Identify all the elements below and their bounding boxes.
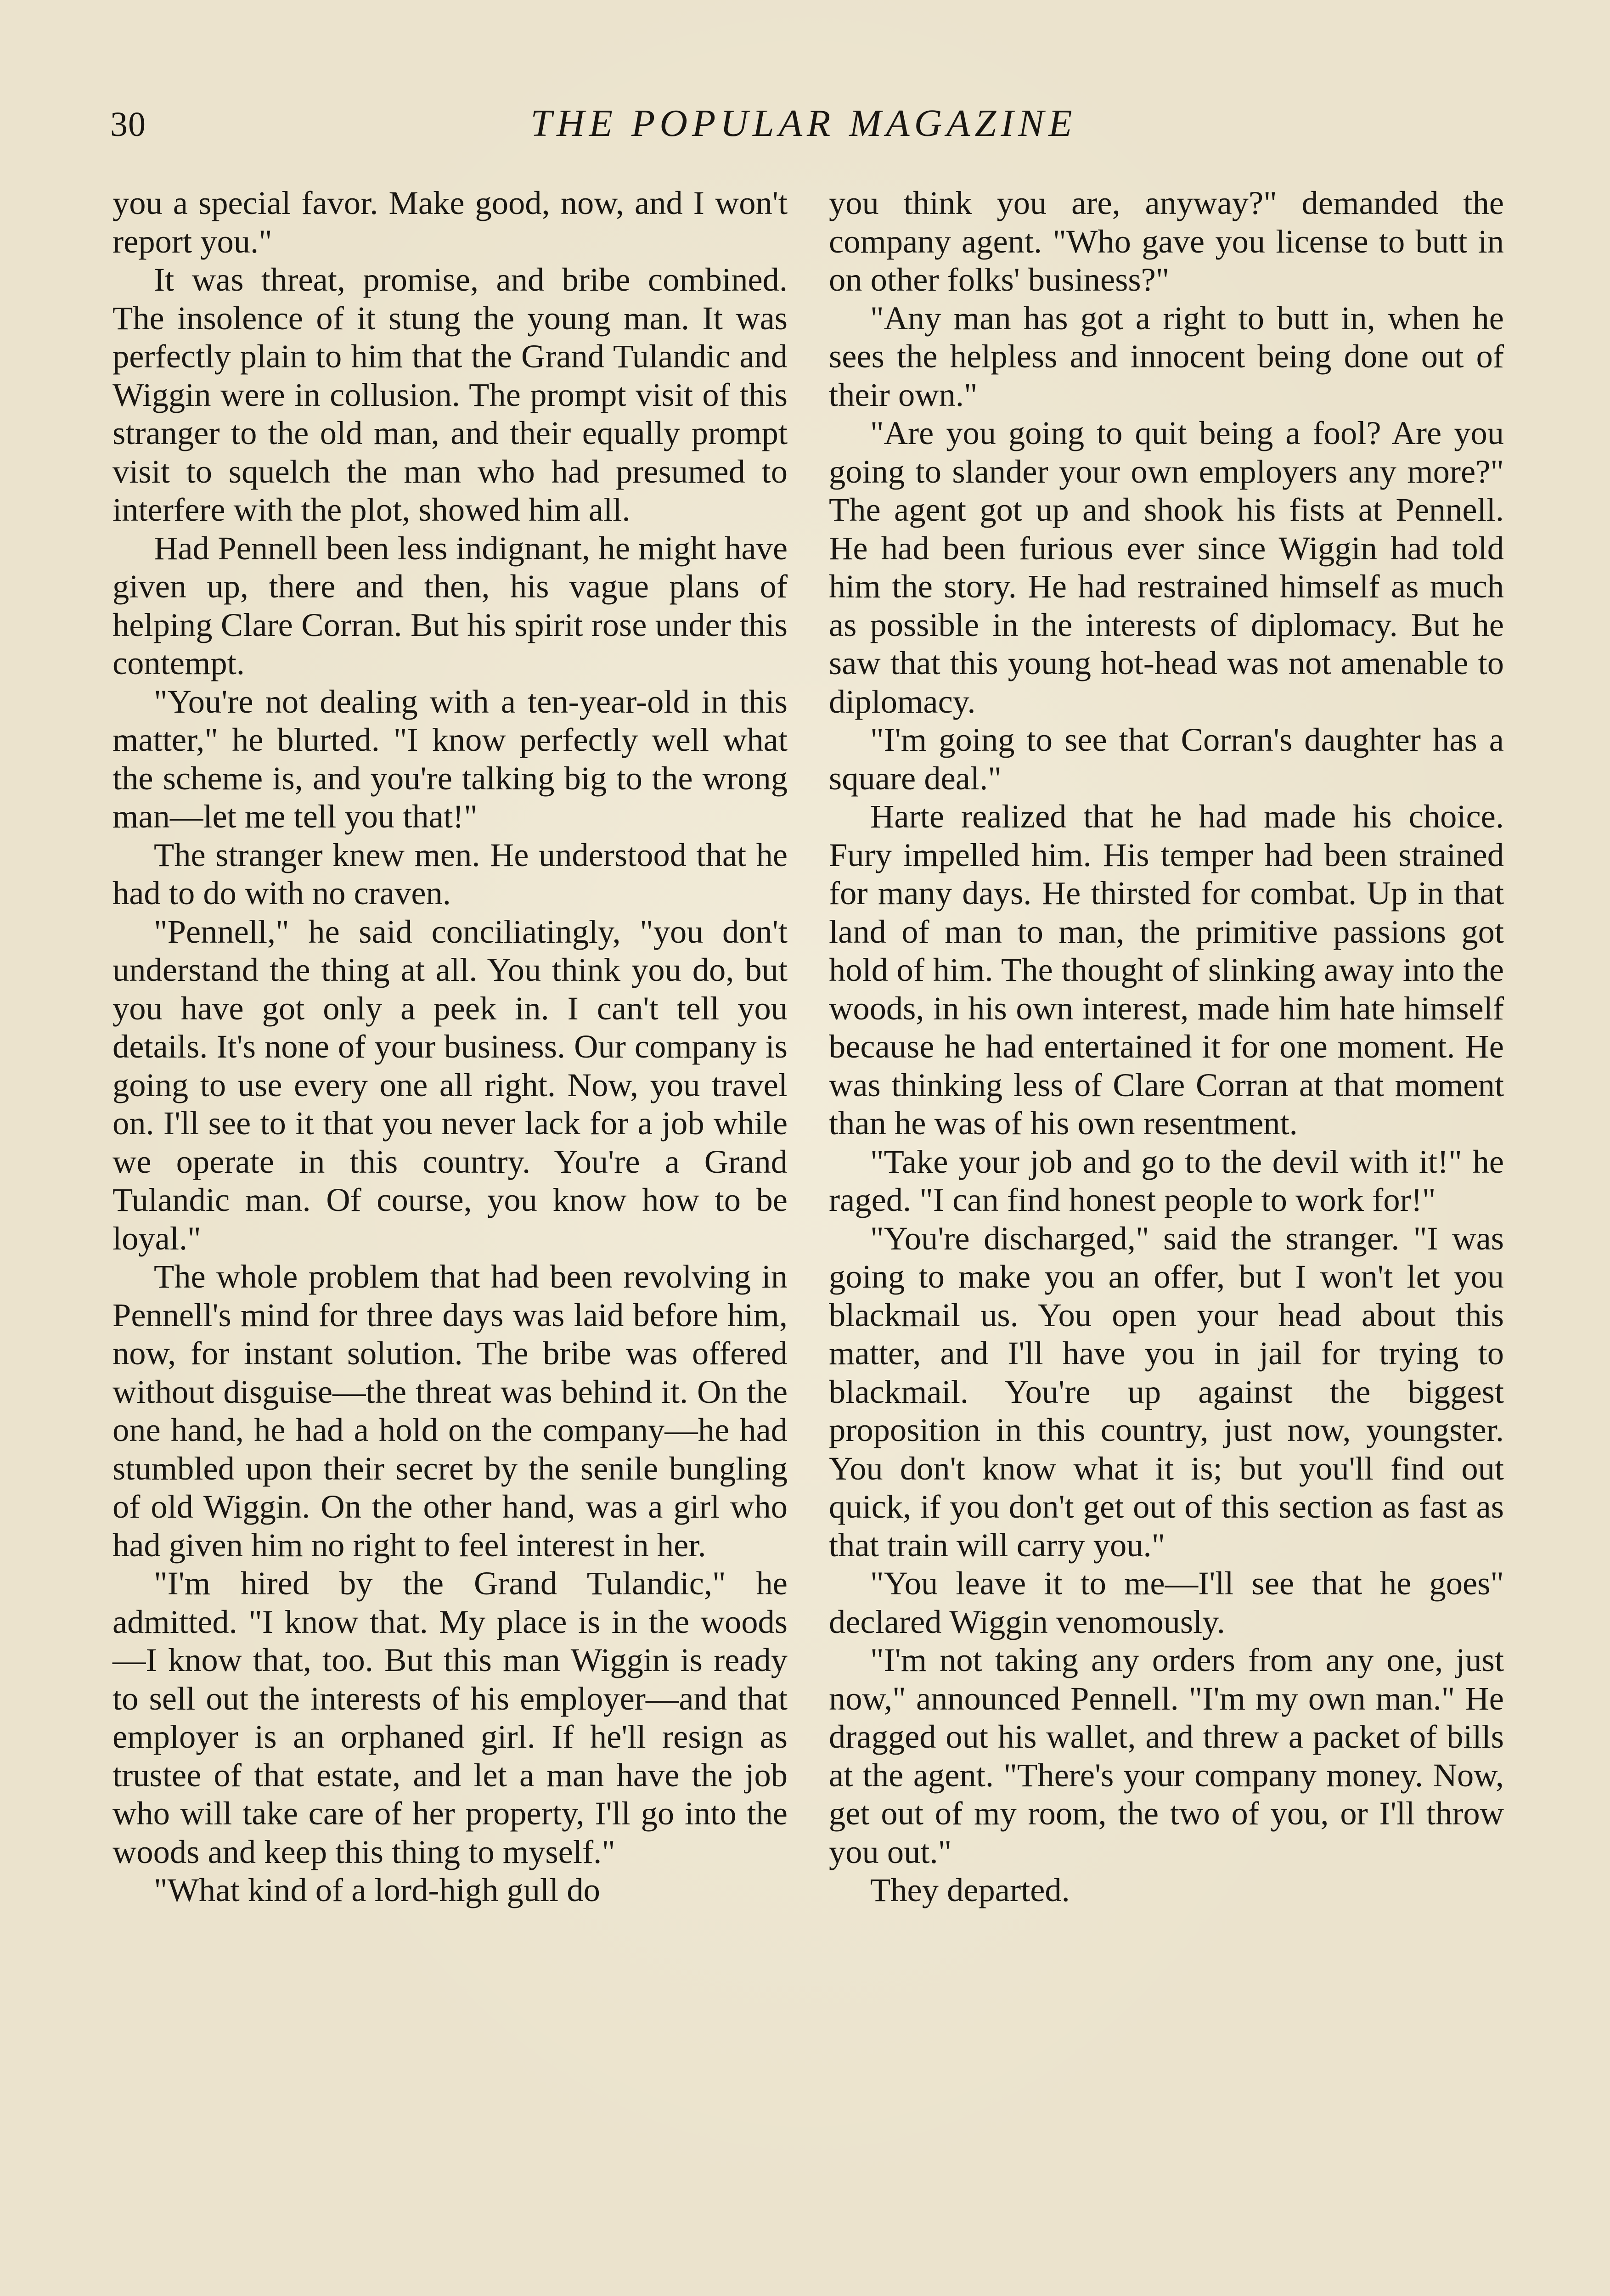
page-header — [110, 96, 1497, 161]
paragraph: "What kind of a lord-high gull do — [154, 1871, 600, 1908]
paragraph: "Are you going to quit being a fool? Are you going to slander your own employers any more?" The agent got up and shook his fists at Pennell. He had been furious ever since Wiggin had told him the story. He had restrained himself as much as possible in the interests of diplomacy. But he saw that this young hot-head was not amenable to diplomacy. — [829, 414, 1504, 720]
paragraph: "Any man has got a right to butt in, when he sees the helpless and innocent being done out of their own." — [829, 299, 1504, 413]
paragraph: "You're discharged," said the stranger. "I was going to make you an offer, but I won't let you blackmail us. You open your head about this matter, and I'll have you in jail for trying to blackmail. You're up against the biggest proposition in this country, just now, youngster. You don't know what it is; but you'll find out quick, if you don't get out of this section as fast as that train will carry you." — [829, 1219, 1504, 1564]
paragraph: The whole problem that had been revolving in Pennell's mind for three days was laid before him, now, for instant solution. The bribe was offered without disguise—the threat was behind it. On the one hand, he had a hold on the company—he had stumbled upon their secret by the senile bungling of old Wiggin. On the other hand, was a girl who had given him no right to feel interest in her. — [113, 1258, 788, 1564]
paragraph: The stranger knew men. He understood that he had to do with no craven. — [113, 836, 788, 912]
paragraph: Had Pennell been less indignant, he might have given up, there and then, his vague plans of helping Clare Corran. But his spirit rose under this contempt. — [113, 529, 788, 681]
running-head: THE POPULAR MAGAZINE — [530, 102, 1077, 145]
right-text-column — [829, 184, 1504, 1909]
paragraph: "You're not dealing with a ten-year-old in this matter," he blurted. "I know perfectly well what the scheme is, and you're talking big to the wrong man—let me tell you that!" — [113, 682, 788, 835]
paragraph: "I'm hired by the Grand Tulandic," he admitted. "I know that. My place is in the woods—I know that, too. But this man Wiggin is ready to sell out the interests of his employer—and that employer is an orphaned girl. If he'll resign as trustee of that estate, and let a man have the job who will take care of her property, I'll go into the woods and keep this thing to myself." — [113, 1564, 788, 1870]
left-text-column — [113, 184, 788, 1909]
paragraph: "Pennell," he said conciliatingly, "you don't understand the thing at all. You think you do, but you have got only a peek in. I can't tell you details. It's none of your business. Our company is going to use every one all right. Now, you travel on. I'll see to it that you never lack for a job while we operate in this country. You're a Grand Tulandic man. Of course, you know how to be loyal." — [113, 912, 788, 1257]
page-number: 30 — [110, 105, 146, 144]
paragraph: "I'm not taking any orders from any one, just now," announced Pennell. "I'm my own man." He dragged out his wallet, and threw a packet of bills at the agent. "There's your company money. Now, get out of my room, the two of you, or I'll throw you out." — [829, 1641, 1504, 1870]
paragraph: "Take your job and go to the devil with it!" he raged. "I can find honest people to work for!" — [829, 1142, 1504, 1218]
paragraph: "You leave it to me—I'll see that he goes" declared Wiggin venomously. — [829, 1564, 1504, 1640]
paragraph: Harte realized that he had made his choice. Fury impelled him. His temper had been strained for many days. He thirsted for combat. Up in that land of man to man, the primitive passions got hold of him. The thought of slinking away into the woods, in his own interest, made him hate himself because he had entertained it for one moment. He was thinking less of Clare Corran at that moment than he was of his own resentment. — [829, 798, 1504, 1142]
paragraph: "I'm going to see that Corran's daughter has a square deal." — [829, 721, 1504, 797]
paragraph: It was threat, promise, and bribe combined. The insolence of it stung the young man. It was perfectly plain to him that the Grand Tulandic and Wiggin were in collusion. The prompt visit of this stranger to the old man, and their equally prompt visit to squelch the man who had presumed to interfere with the plot, showed him all. — [113, 261, 788, 528]
paragraph: you think you are, anyway?" demanded the company agent. "Who gave you license to butt in on other folks' business?" — [829, 184, 1504, 298]
paragraph: you a special favor. Make good, now, and I won't report you." — [113, 184, 788, 260]
paragraph: They departed. — [870, 1871, 1070, 1908]
